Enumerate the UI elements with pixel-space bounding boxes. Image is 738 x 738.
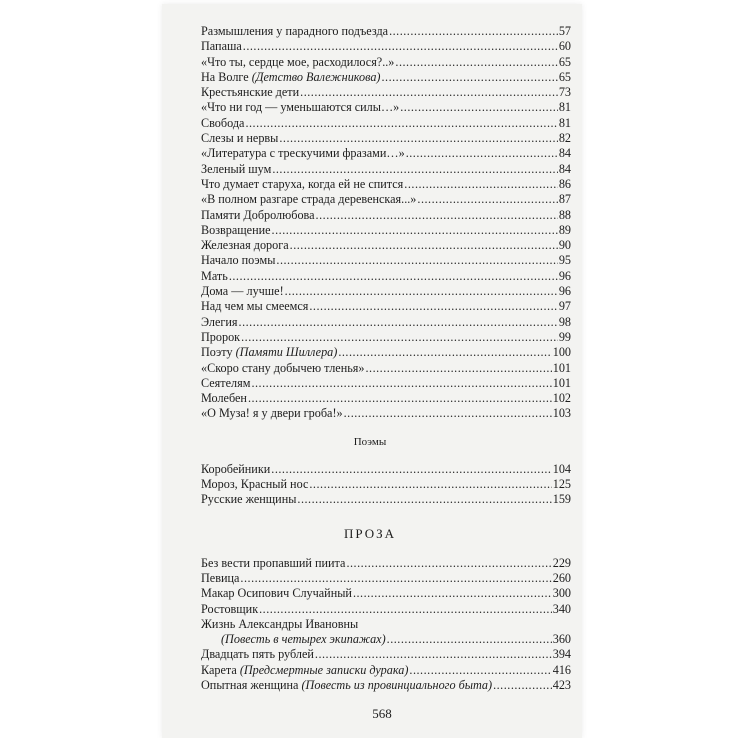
entry-title: Макар Осипович Случайный [201,586,352,601]
entry-title: Дома — лучше! [201,284,284,299]
toc-entry [201,586,571,601]
toc-entry [201,223,571,238]
toc-entry [201,462,571,477]
dot-leader [409,663,551,678]
entry-title: Возвращение [201,222,271,237]
entry-title: Над чем мы смеемся [201,299,309,314]
dot-leader [241,330,558,345]
entry-title: Молебен [201,391,247,406]
dot-leader [272,162,557,177]
entry-title: Русские женщины [201,492,297,507]
page-number: 568 [372,706,392,721]
toc-entry [201,376,571,391]
entry-title: Жизнь Александры Ивановны [201,616,359,631]
poems-list [201,24,571,422]
entry-page-number: 73 [558,85,571,100]
entry-title: Размышления у парадного подъезда [201,24,389,38]
entry-page-number: 81 [558,100,571,115]
toc-entry [201,315,571,330]
dot-leader [276,253,557,268]
dot-leader [271,462,551,477]
entry-title: Слезы и нервы [201,131,279,146]
dot-leader [400,100,558,115]
entry-page-number: 98 [558,314,571,329]
dot-leader [395,55,557,70]
toc-entry [201,391,571,406]
entry-page-number: 96 [558,268,571,283]
dot-leader [229,269,558,284]
entry-title: (Повесть в четырех экипажах) [221,632,386,647]
toc-entry [201,406,571,421]
entry-title: Папаша [201,39,242,54]
dot-leader [315,647,552,662]
toc-entry [201,284,571,299]
entry-title: Мать [201,268,228,283]
toc-entry [201,477,571,492]
toc-entry [201,345,571,360]
entry-title: Железная дорога [201,238,289,253]
entry-title: Поэту (Памяти Шиллера) [201,345,338,360]
toc-entry [201,24,571,39]
entry-title: «Скоро стану добычею тленья» [201,360,365,375]
entry-page-number: 416 [552,662,571,677]
entry-page-number: 86 [558,176,571,191]
toc-entry [201,208,571,223]
dot-leader [279,131,557,146]
entry-title: «Что ни год — уменьшаются силы…» [201,100,400,115]
entry-page-number: 104 [552,461,571,476]
toc-entry-title-only [201,617,571,632]
entry-title: «В полном разгаре страда деревенская...» [201,192,417,207]
dot-leader [344,406,552,421]
entry-page-number: 360 [552,632,571,647]
entry-page-number: 300 [552,586,571,601]
entry-title: Ростовщик [201,601,259,616]
toc-entry [201,85,571,100]
toc-entry [201,571,571,586]
entry-title: Певица [201,570,240,585]
toc-entry [201,55,571,70]
dot-leader [259,602,552,617]
entry-title: «Литература с трескучими фразами…» [201,146,405,161]
entry-page-number: 103 [552,406,571,421]
entry-page-number: 229 [552,555,571,570]
dot-leader [309,299,557,314]
toc-entry [201,39,571,54]
dot-leader [309,477,551,492]
entry-page-number: 60 [558,39,571,54]
entry-page-number: 65 [558,69,571,84]
entry-page-number: 125 [552,477,571,492]
entry-page-number: 394 [552,647,571,662]
dot-leader [316,208,558,223]
entry-title: Двадцать пять рублей [201,647,314,662]
entry-page-number: 423 [552,677,571,692]
entry-title: Памяти Добролюбова [201,207,315,222]
entry-page-number: 57 [558,24,571,38]
dot-leader [346,556,551,571]
entry-title: «О Муза! я у двери гроба!» [201,406,343,421]
toc-entry [201,238,571,253]
dot-leader [251,376,551,391]
entry-page-number: 99 [558,329,571,344]
entry-page-number: 159 [552,492,571,507]
entry-title: Без вести пропавший пиита [201,555,346,570]
toc-entry [201,100,571,115]
toc-entry [201,602,571,617]
toc-entry [201,146,571,161]
entry-page-number: 82 [558,131,571,146]
dot-leader [381,70,557,85]
dot-leader [248,391,552,406]
toc-entry [201,116,571,131]
entry-page-number: 84 [558,161,571,176]
entry-page-number: 95 [558,253,571,268]
entry-page-number: 102 [552,391,571,406]
section-heading-poems: Поэмы [353,435,387,448]
dot-leader [300,85,558,100]
entry-page-number: 260 [552,570,571,585]
entry-title: Что думает старуха, когда ей не спится [201,176,404,191]
entry-page-number: 101 [552,360,571,375]
entry-page-number: 340 [552,601,571,616]
toc-entry [201,330,571,345]
dot-leader [406,146,558,161]
dot-leader [493,678,552,693]
dot-leader [417,192,557,207]
entry-page-number: 90 [558,238,571,253]
dot-leader [353,586,552,601]
entry-page-number: 100 [552,345,571,360]
entry-title: Коробейники [201,461,271,476]
dot-leader [365,361,551,376]
dot-leader [285,284,558,299]
entry-title: Крестьянские дети [201,85,300,100]
entry-page-number: 89 [558,222,571,237]
entry-title: Сеятелям [201,375,251,390]
dot-leader [240,571,551,586]
dot-leader [239,315,558,330]
toc-entry [201,647,571,662]
entry-page-number: 87 [558,192,571,207]
toc-entry [201,299,571,314]
dot-leader [297,492,551,507]
entry-page-number: 65 [558,54,571,69]
entry-title: Опытная женщина (Повесть из провинциального быта) [201,677,493,692]
dot-leader [243,39,558,54]
entry-title: Мороз, Красный нос [201,477,309,492]
entry-page-number: 81 [558,115,571,130]
toc-entry-subtitle [201,632,571,647]
dot-leader [272,223,558,238]
dot-leader [404,177,558,192]
toc-entry [201,556,571,571]
entry-page-number: 97 [558,299,571,314]
dot-leader [338,345,551,360]
toc-entry [201,678,571,693]
dot-leader [387,632,552,647]
long-poems-list [201,462,571,508]
toc-entry [201,253,571,268]
dot-leader [389,24,558,39]
entry-page-number: 96 [558,284,571,299]
entry-title: Начало поэмы [201,253,276,268]
toc-entry [201,177,571,192]
toc-entry [201,131,571,146]
toc-entry [201,663,571,678]
entry-title: Зеленый шум [201,161,272,176]
entry-page-number: 88 [558,207,571,222]
entry-page-number: 84 [558,146,571,161]
toc-entry [201,192,571,207]
table-of-contents [201,24,571,693]
section-heading-prose: ПРОЗА [343,525,397,541]
toc-entry [201,70,571,85]
toc-entry [201,361,571,376]
prose-list [201,556,571,694]
toc-entry [201,162,571,177]
dot-leader [245,116,557,131]
dot-leader [290,238,558,253]
entry-title: Свобода [201,115,245,130]
entry-title: На Волге (Детство Валежникова) [201,69,381,84]
entry-title: Элегия [201,314,238,329]
entry-title: «Что ты, сердце мое, расходилося?..» [201,54,395,69]
entry-page-number: 101 [552,375,571,390]
entry-title: Карета (Предсмертные записки дурака) [201,662,409,677]
toc-entry [201,269,571,284]
toc-entry [201,492,571,507]
entry-title: Пророк [201,329,241,344]
